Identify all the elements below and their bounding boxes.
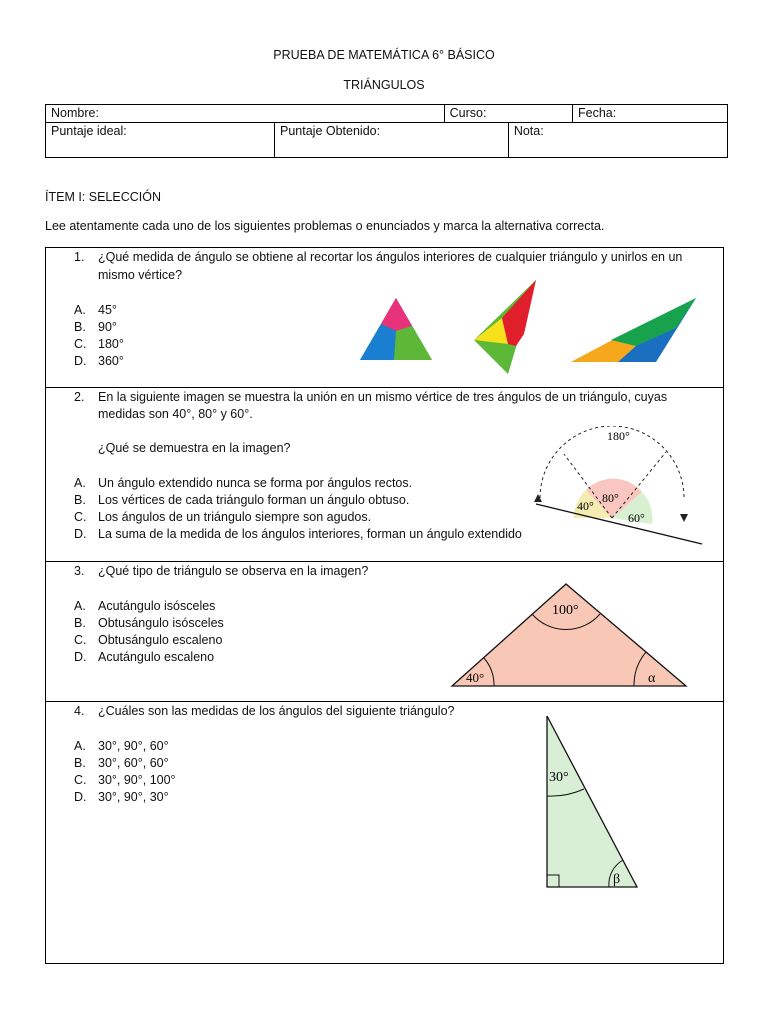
alpha-label: α (648, 671, 656, 686)
section-instructions: Lee atentamente cada uno de los siguientes problemas o enunciados y marca la alternativa correcta. (45, 219, 605, 233)
option-b[interactable]: 30°, 60°, 60° (98, 756, 169, 770)
option-a[interactable]: Acutángulo isósceles (98, 599, 216, 613)
option-a[interactable]: 45° (98, 303, 117, 317)
beta-label: β (613, 872, 621, 887)
student-info-table (45, 104, 728, 158)
nombre-field[interactable]: Nombre: (46, 105, 445, 123)
option-d[interactable]: La suma de la medida de los ángulos interiores, forman un ángulo extendido (98, 527, 522, 541)
puntaje-ideal-field[interactable]: Puntaje ideal: (46, 123, 275, 158)
angle-30-label: 30° (549, 770, 569, 785)
obtuse-triangle-figure (448, 580, 693, 690)
angle-60-label: 60° (628, 511, 645, 525)
section-title: ÍTEM I: SELECCIÓN (45, 190, 161, 204)
question-1: 1. ¿Qué medida de ángulo se obtiene al recortar los ángulos interiores de cualquier triángulo y unirlos en un mismo vértice? A. 45° B. 90° C. 180° D. 360° (45, 247, 724, 388)
angle-100-label: 100° (552, 603, 579, 618)
option-b[interactable]: Los vértices de cada triángulo forman un ángulo obtuso. (98, 493, 410, 507)
option-c[interactable]: 180° (98, 337, 124, 351)
option-b[interactable]: Obtusángulo isósceles (98, 616, 224, 630)
option-c[interactable]: 30°, 90°, 100° (98, 773, 176, 787)
fecha-field[interactable]: Fecha: (573, 105, 728, 123)
nota-field[interactable]: Nota: (508, 123, 727, 158)
option-d[interactable]: 360° (98, 354, 124, 368)
page-subtitle: TRIÁNGULOS (343, 78, 425, 92)
option-c[interactable]: Obtusángulo escaleno (98, 633, 223, 647)
page-title: PRUEBA DE MATEMÁTICA 6° BÁSICO (273, 48, 495, 62)
straight-angle-figure (534, 426, 709, 548)
question-2: 2. En la siguiente imagen se muestra la unión en un mismo vértice de tres ángulos de un triángulo, cuyas medidas son 40°, 80° y 60°. ¿Qué se demuestra en la imagen? A. Un ángulo extendido nunca se forma por ángulos rectos. B. Los vértices de cada triángulo forman un ángulo obtuso. C. Los ángulos de un triángulo siempre son agudos. D. La suma de la medida de los ángulos interiores, forman un ángulo extendido 180° 40° 80° 60° (45, 387, 724, 562)
option-d[interactable]: 30°, 90°, 30° (98, 790, 169, 804)
option-b[interactable]: 90° (98, 320, 117, 334)
question-4: 4. ¿Cuáles son las medidas de los ángulos del siguiente triángulo? A. 30°, 90°, 60° B. 30°, 60°, 60° C. 30°, 90°, 100° D. 30°, 90°, 30° 30° β (45, 701, 724, 964)
option-a[interactable]: Un ángulo extendido nunca se forma por ángulos rectos. (98, 476, 413, 490)
question-3: 3. ¿Qué tipo de triángulo se observa en la imagen? A. Acutángulo isósceles B. Obtusángulo isósceles C. Obtusángulo escaleno D. Acutángulo escaleno 100° 40° α (45, 561, 724, 702)
curso-field[interactable]: Curso: (444, 105, 572, 123)
angle-80-label: 80° (602, 491, 619, 505)
angle-180-label: 180° (607, 429, 630, 443)
angle-40-label: 40° (466, 670, 485, 685)
right-triangle-figure (543, 712, 643, 892)
puntaje-obtenido-field[interactable]: Puntaje Obtenido: (275, 123, 509, 158)
option-c[interactable]: Los ángulos de un triángulo siempre son agudos. (98, 510, 372, 524)
angle-40-label: 40° (577, 499, 594, 513)
option-a[interactable]: 30°, 90°, 60° (98, 739, 169, 753)
option-d[interactable]: Acutángulo escaleno (98, 650, 215, 664)
triangle-pieces-figure (356, 276, 721, 386)
